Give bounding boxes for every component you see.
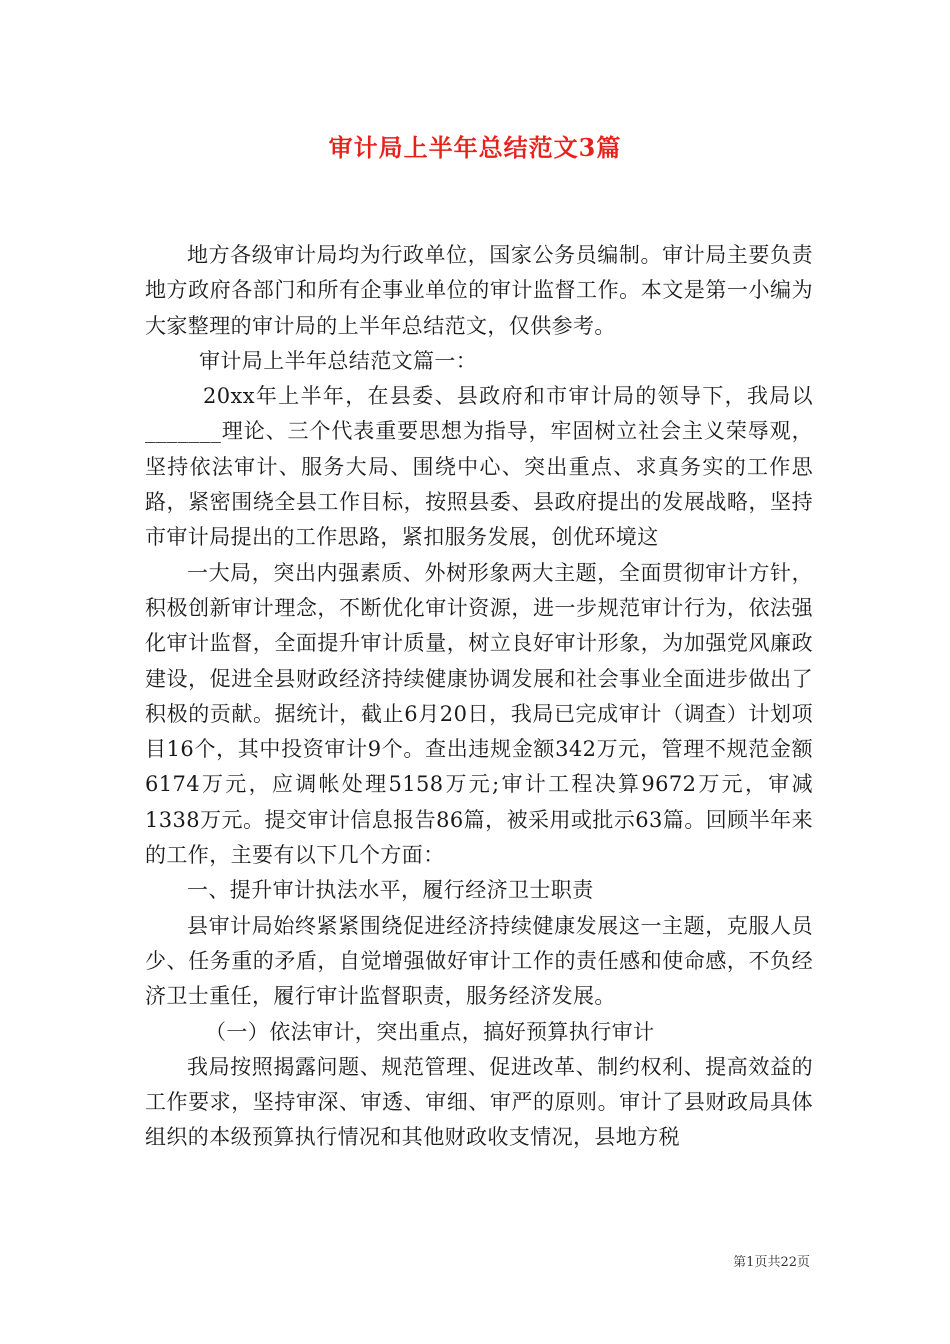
- paragraph-intro: 地方各级审计局均为行政单位，国家公务员编制。审计局主要负责地方政府各部门和所有企事业单位的审计监督工作。本文是第一小编为大家整理的审计局的上半年总结范文，仅供参考。: [145, 243, 813, 338]
- paragraph-body-2: 我局按照揭露问题、规范管理、促进改革、制约权利、提高效益的工作要求，坚持审深、审透、审细、审严的原则。审计了县财政局具体组织的本级预算执行情况和其他财政收支情况，县地方税: [145, 1054, 813, 1150]
- paragraph-body-1: 县审计局始终紧紧围绕促进经济持续健康发展这一主题，克服人员少、任务重的矛盾，自觉增强做好审计工作的责任感和使命感，不负经济卫士重任，履行审计监督职责，服务经济发展。: [145, 913, 813, 1009]
- page-number: 第1页共22页: [733, 1255, 810, 1270]
- paragraph-section-heading: 审计局上半年总结范文篇一：: [199, 348, 478, 373]
- paragraph-statistics: 一大局，突出内强素质、外树形象两大主题，全面贯彻审计方针，积极创新审计理念，不断优化审计资源，进一步规范审计行为，依法强化审计监督，全面提升审计质量，树立良好审计形象，为加强党风廉政建设，促进全县财政经济持续健康协调发展和社会事业全面进步做出了积极的贡献。据统计，截止6月20日，我局已完成审计（调查）计划项目16个，其中投资审计9个。查出违规金额342万元，管理不规范金额6174万元，应调帐处理5158万元;审计工程决算9672万元，审减1338万元。提交审计信息报告86篇，被采用或批示63篇。回顾半年来的工作，主要有以下几个方面：: [145, 560, 813, 868]
- document-title: 审计局上半年总结范文3篇: [328, 133, 622, 162]
- paragraph-subheading-1: （一）依法审计，突出重点，搞好预算执行审计: [205, 1019, 655, 1044]
- paragraph-heading-1: 一、提升审计执法水平，履行经济卫士职责: [187, 878, 594, 903]
- paragraph-overview: 20xx年上半年，在县委、县政府和市审计局的领导下，我局以_______理论、三个代表重要思想为指导，牢固树立社会主义荣辱观，坚持依法审计、服务大局、围绕中心、突出重点、求真务实的工作思路，紧密围绕全县工作目标，按照县委、县政府提出的发展战略，坚持市审计局提出的工作思路，紧扣服务发展，创优环境这: [145, 384, 813, 550]
- document-body: [145, 238, 813, 1156]
